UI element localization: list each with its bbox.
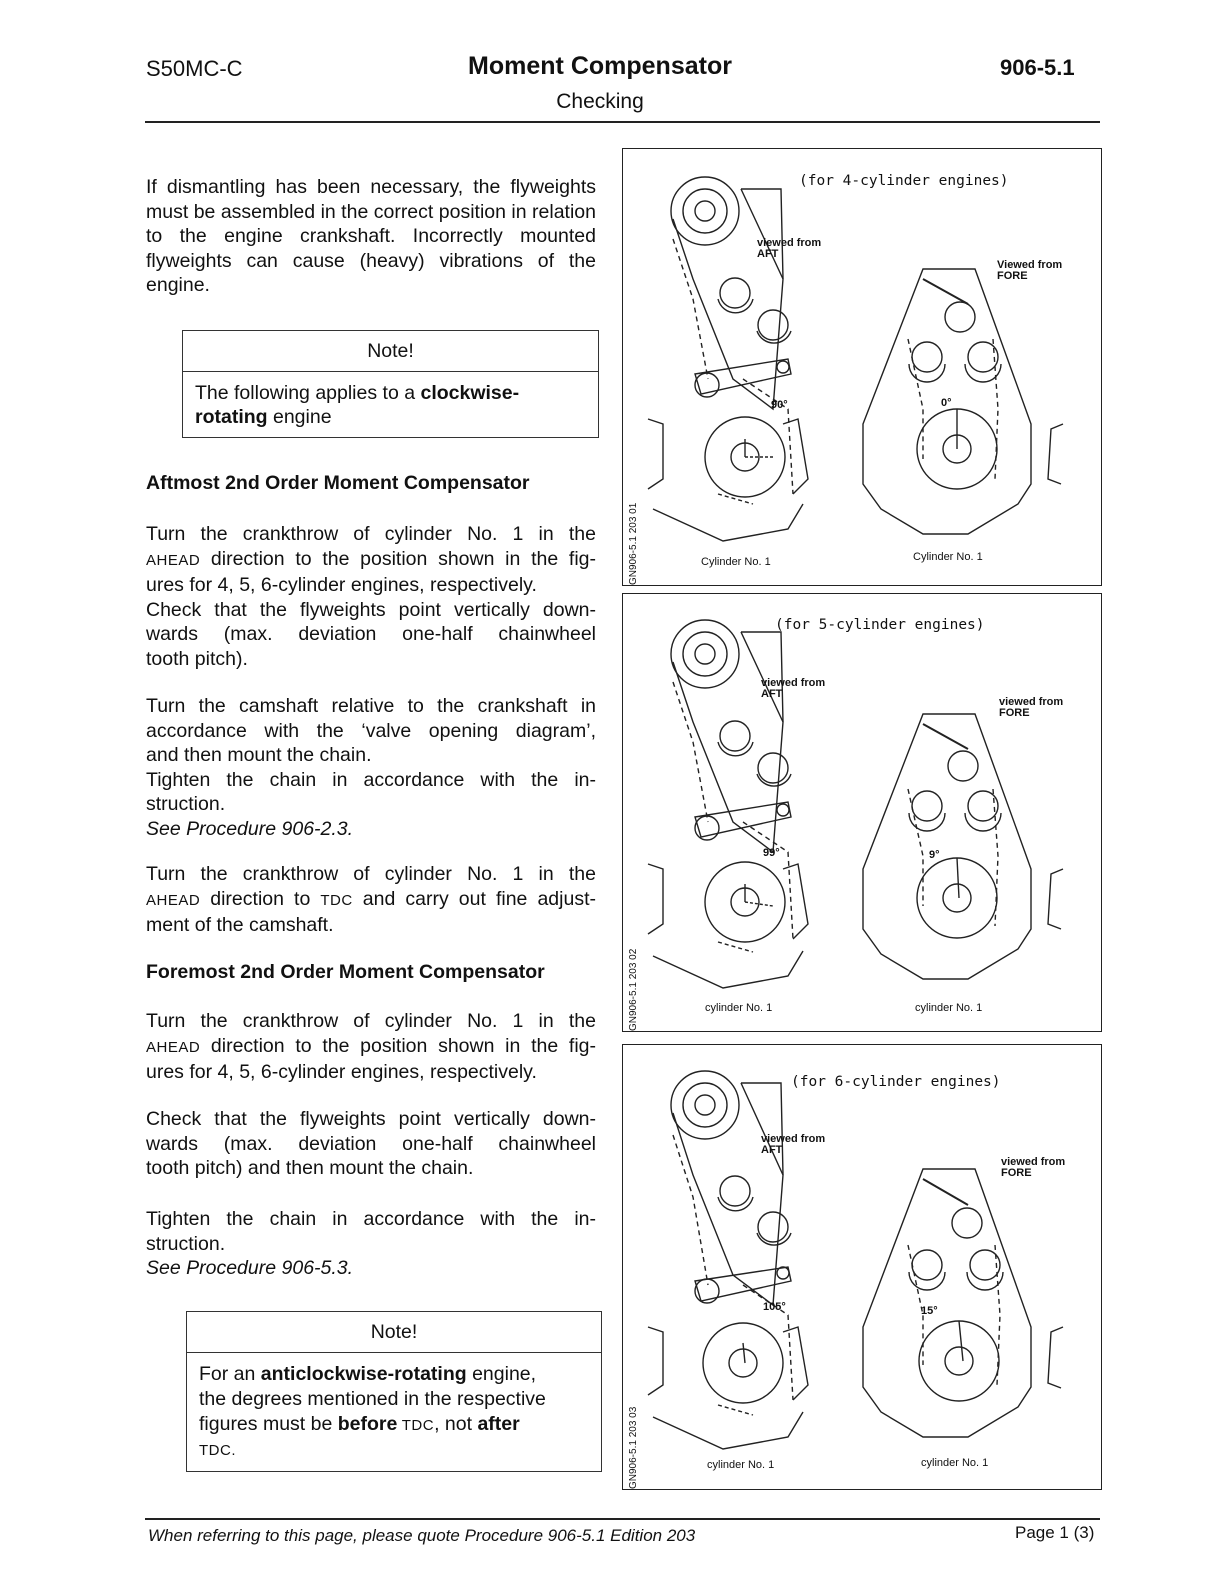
aft-view-label: viewed from (761, 677, 826, 689)
aft-view-label: viewed from (761, 1133, 826, 1145)
engine-diagram (623, 1045, 1101, 1489)
aftmost-paragraph-1: Turn the crankthrow of cylinder No. 1 in the AHEAD direction to the position shown in the fig- ures for 4, 5, 6-cylinder engines, respectively. Check that the flyweights point vertically down- wards (max. deviation one-half chainwheel tooth pitch). (146, 523, 596, 670)
aft-view-label-b: AFT (761, 688, 783, 700)
figure-code: GN906-5.1 203 03 (628, 1406, 639, 1489)
foremost-paragraph-1: Turn the crankthrow of cylinder No. 1 in the AHEAD direction to the position shown in the fig- ures for 4, 5, 6-cylinder engines, respectively. (146, 1010, 596, 1083)
fore-view-label: Viewed from (997, 259, 1063, 271)
aft-view-label-b: AFT (757, 248, 779, 260)
cylinder-label-left: Cylinder No. 1 (701, 556, 771, 568)
intro-paragraph: If dismantling has been necessary, the flyweights must be assembled in the correct position in relation to the engine crankshaft. Incorrectly mounted flyweights can cause (heavy) vibrations of the engine. (146, 176, 596, 296)
cylinder-label-left: cylinder No. 1 (705, 1002, 773, 1014)
note-body: For an anticlockwise-rotating engine, the degrees mentioned in the respective figures must be before TDC, not after TDC. (199, 1363, 546, 1459)
figure-caption: (for 5-cylinder engines) (775, 617, 985, 633)
aft-view-label: viewed from (757, 237, 822, 249)
procedure-reference: See Procedure 906-2.3. (146, 817, 354, 840)
cylinder-label-right: cylinder No. 1 (915, 1002, 983, 1014)
fore-view-label-b: FORE (999, 707, 1030, 719)
engine-diagram (623, 149, 1101, 585)
header-divider (145, 121, 1100, 123)
fore-angle: 9° (929, 849, 940, 861)
engine-code: S50MC-C (146, 56, 243, 81)
figure-caption: (for 4-cylinder engines) (799, 173, 1009, 189)
cylinder-label-right: cylinder No. 1 (921, 1457, 989, 1469)
fore-view-label: viewed from (999, 696, 1064, 708)
aftmost-paragraph-2: Turn the camshaft relative to the crankshaft in accordance with the ‘valve opening diagram’, and then mount the chain. Tighten the chain in accordance with the in- struction. See Procedure 906-2.3. (146, 695, 596, 840)
figure-6-cylinder (622, 1044, 1102, 1490)
page-title: Moment Compensator (468, 52, 732, 80)
note-body: The following applies to a clockwise-rotating engine (195, 382, 520, 428)
aft-angle: 105° (763, 1301, 786, 1313)
footer-quote: When referring to this page, please quote Procedure 906-5.1 Edition 203 (148, 1526, 696, 1545)
figure-code: GN906-5.1 203 02 (628, 948, 639, 1031)
foremost-paragraph-2: Check that the flyweights point vertically down- wards (max. deviation one-half chainwheel tooth pitch) and then mount the chain. (146, 1108, 596, 1179)
fore-angle: 0° (941, 397, 952, 409)
aft-angle: 99° (763, 847, 780, 859)
note-box-clockwise (182, 330, 599, 438)
fore-view-label: viewed from (1001, 1156, 1066, 1168)
cylinder-label-right: Cylinder No. 1 (913, 551, 983, 563)
figure-code: GN906-5.1 203 01 (628, 502, 639, 585)
procedure-number: 906-5.1 (1000, 55, 1075, 80)
footer-divider (145, 1518, 1100, 1520)
figure-caption: (for 6-cylinder engines) (791, 1074, 1001, 1090)
procedure-reference: See Procedure 906-5.3. (146, 1257, 354, 1279)
aft-angle: 90° (771, 399, 788, 411)
fore-view-label-b: FORE (997, 270, 1028, 282)
page-number: Page 1 (3) (1015, 1523, 1095, 1542)
note-title: Note! (187, 1312, 601, 1353)
figure-5-cylinder (622, 593, 1102, 1032)
note-title: Note! (183, 331, 598, 372)
cylinder-label-left: cylinder No. 1 (707, 1459, 775, 1471)
fore-angle: 15° (921, 1305, 938, 1317)
note-box-anticlockwise (186, 1311, 602, 1472)
figure-4-cylinder (622, 148, 1102, 586)
aftmost-paragraph-3: Turn the crankthrow of cylinder No. 1 in the AHEAD direction to TDC and carry out fine adjust- ment of the camshaft. (146, 863, 596, 936)
engine-diagram (623, 594, 1101, 1031)
aftmost-heading: Aftmost 2nd Order Moment Compensator (146, 472, 530, 494)
aft-view-label-b: AFT (761, 1144, 783, 1156)
page-subtitle: Checking (556, 90, 644, 113)
foremost-paragraph-3: Tighten the chain in accordance with the in- struction. See Procedure 906-5.3. (146, 1208, 596, 1279)
fore-view-label-b: FORE (1001, 1167, 1032, 1179)
foremost-heading: Foremost 2nd Order Moment Compensator (146, 961, 545, 983)
